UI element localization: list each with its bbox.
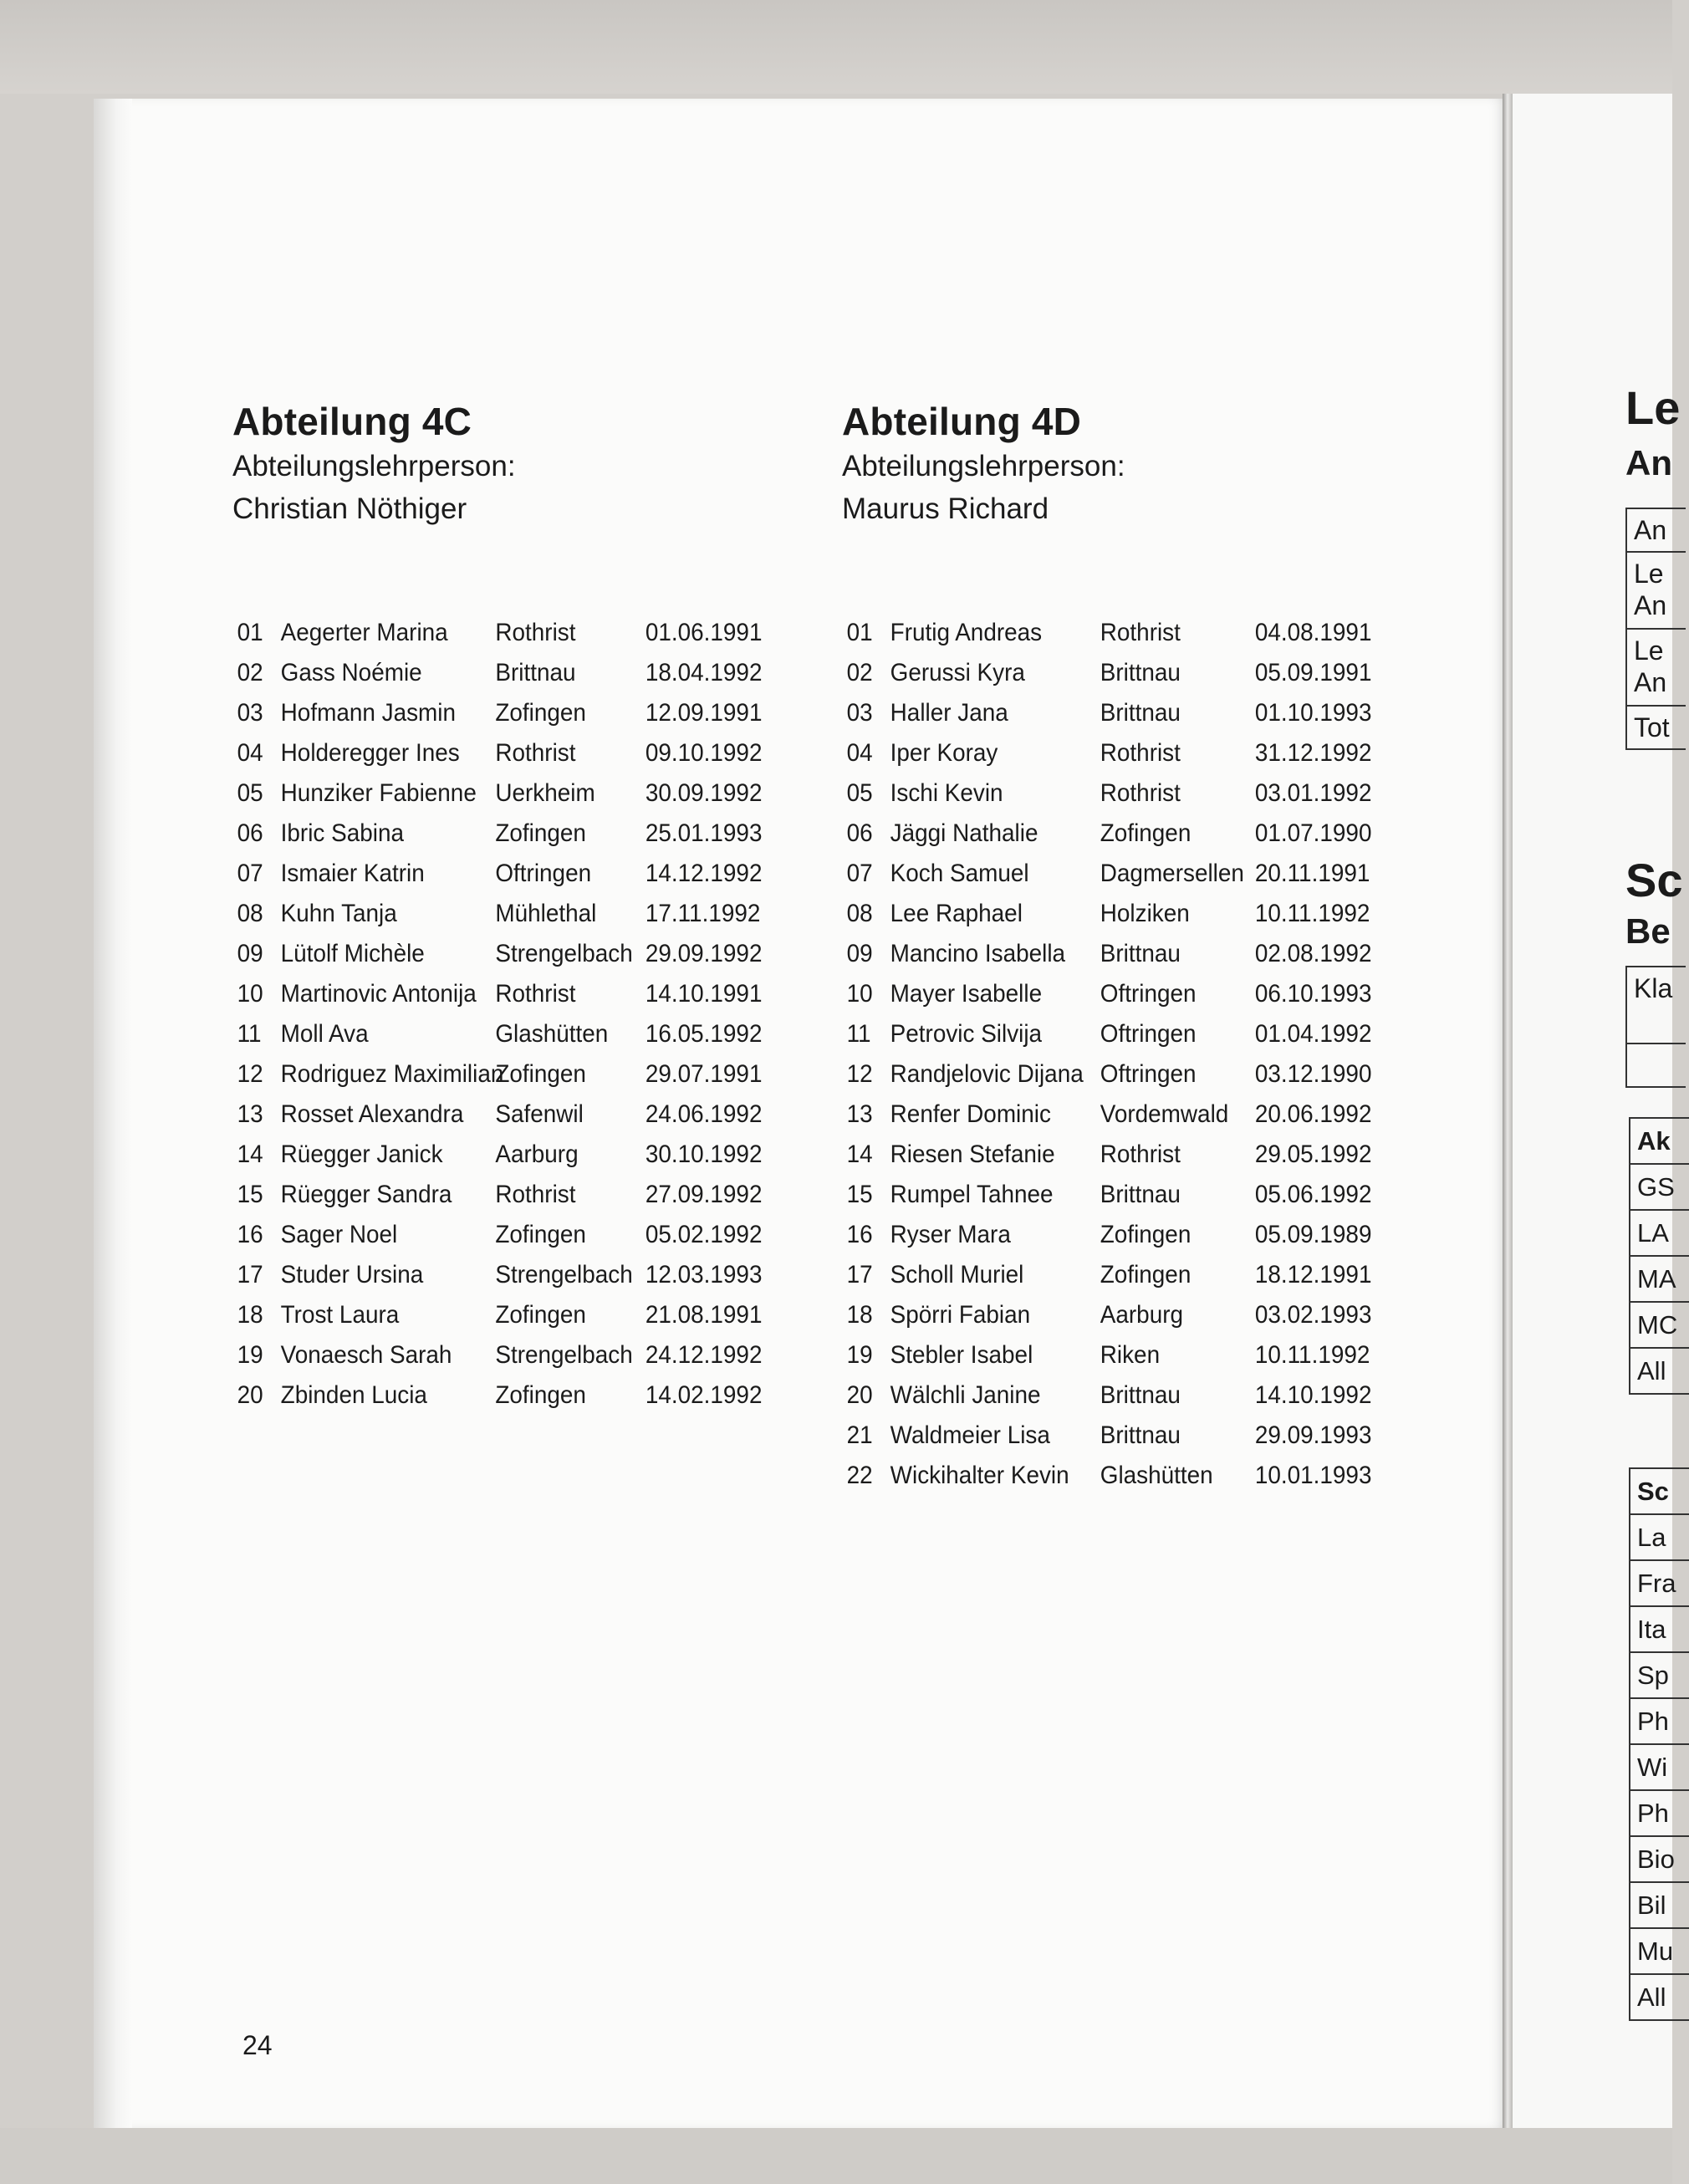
student-number: 13 <box>237 1100 263 1128</box>
student-birthdate: 12.03.1993 <box>645 1261 763 1288</box>
student-name: Rüegger Sandra <box>280 1181 452 1208</box>
student-place: Strengelbach <box>495 1341 633 1369</box>
student-number: 18 <box>237 1301 263 1329</box>
student-row <box>232 773 761 814</box>
student-number: 10 <box>237 980 263 1008</box>
student-number: 04 <box>846 739 873 767</box>
right-page-table <box>1629 1117 1689 1395</box>
table-cell: Bio <box>1630 1837 1689 1883</box>
student-number: 13 <box>846 1100 873 1128</box>
student-place: Brittnau <box>1100 1421 1181 1449</box>
student-number: 17 <box>237 1261 263 1288</box>
student-place: Rothrist <box>495 619 576 646</box>
student-place: Zofingen <box>495 699 586 727</box>
student-place: Rothrist <box>495 739 576 767</box>
scan-background-bottom <box>0 2128 1672 2184</box>
student-birthdate: 10.01.1993 <box>1254 1462 1372 1489</box>
student-row <box>232 1054 761 1095</box>
student-name: Rodriguez Maximilian <box>280 1060 504 1088</box>
student-birthdate: 30.10.1992 <box>645 1140 763 1168</box>
student-place: Rothrist <box>1100 1140 1181 1168</box>
student-birthdate: 01.10.1993 <box>1254 699 1372 727</box>
student-birthdate: 20.11.1991 <box>1254 860 1370 887</box>
student-row <box>842 693 1370 733</box>
student-place: Rothrist <box>1100 779 1181 807</box>
student-name: Haller Jana <box>890 699 1008 727</box>
student-birthdate: 05.06.1992 <box>1254 1181 1372 1208</box>
table-cell: Sp <box>1630 1653 1689 1699</box>
student-row <box>232 1255 761 1295</box>
table-cell: Bil <box>1630 1883 1689 1929</box>
student-place: Zofingen <box>495 1381 586 1409</box>
student-name: Mayer Isabelle <box>890 980 1043 1008</box>
table-cell: Mu <box>1630 1929 1689 1975</box>
summary-row: Le An <box>1627 553 1686 630</box>
student-place: Zofingen <box>1100 819 1191 847</box>
student-row <box>232 653 761 693</box>
student-number: 02 <box>237 659 263 686</box>
student-birthdate: 14.10.1991 <box>645 980 763 1008</box>
student-name: Renfer Dominic <box>890 1100 1051 1128</box>
student-number: 11 <box>846 1020 871 1048</box>
student-name: Kuhn Tanja <box>280 900 397 927</box>
student-name: Petrovic Silvija <box>890 1020 1043 1048</box>
student-birthdate: 10.11.1992 <box>1254 1341 1370 1369</box>
student-birthdate: 01.07.1990 <box>1254 819 1372 847</box>
student-row <box>842 854 1370 894</box>
class-box-row: Kla <box>1627 967 1686 1044</box>
student-name: Rumpel Tahnee <box>890 1181 1054 1208</box>
student-row <box>842 894 1370 934</box>
student-row <box>232 1095 761 1135</box>
class-4d-header <box>842 398 1125 530</box>
student-row <box>842 773 1370 814</box>
student-number: 17 <box>846 1261 873 1288</box>
student-row <box>842 733 1370 773</box>
student-row <box>842 934 1370 974</box>
student-name: Studer Ursina <box>280 1261 424 1288</box>
student-name: Wickihalter Kevin <box>890 1462 1069 1489</box>
student-place: Aarburg <box>495 1140 579 1168</box>
student-place: Brittnau <box>1100 699 1181 727</box>
class-title: Abteilung 4D <box>842 400 1082 443</box>
student-number: 10 <box>846 980 873 1008</box>
book-spine <box>1503 94 1513 2132</box>
student-birthdate: 30.09.1992 <box>645 779 763 807</box>
student-birthdate: 12.09.1991 <box>645 699 763 727</box>
student-row <box>842 1175 1370 1215</box>
page-number: 24 <box>242 2030 273 2060</box>
student-row <box>842 1295 1370 1335</box>
student-row <box>842 1014 1370 1054</box>
scan-background-top <box>0 0 1672 94</box>
student-place: Rothrist <box>495 980 576 1008</box>
student-name: Koch Samuel <box>890 860 1029 887</box>
student-number: 15 <box>237 1181 263 1208</box>
student-row <box>842 1456 1370 1496</box>
student-place: Safenwil <box>495 1100 584 1128</box>
student-place: Oftringen <box>1100 1060 1197 1088</box>
student-place: Zofingen <box>495 1301 586 1329</box>
student-name: Sager Noel <box>280 1221 398 1248</box>
class-title: Abteilung 4C <box>232 400 472 443</box>
student-place: Brittnau <box>1100 1181 1181 1208</box>
student-place: Oftringen <box>1100 1020 1197 1048</box>
student-number: 12 <box>846 1060 873 1088</box>
class-4c-header <box>232 398 516 530</box>
student-row <box>842 1335 1370 1375</box>
student-place: Zofingen <box>1100 1261 1191 1288</box>
table-cell: Fra <box>1630 1561 1689 1607</box>
student-number: 08 <box>237 900 263 927</box>
student-place: Brittnau <box>1100 659 1181 686</box>
student-number: 05 <box>237 779 263 807</box>
student-number: 21 <box>846 1421 873 1449</box>
table-cell: Ph <box>1630 1699 1689 1745</box>
student-birthdate: 03.02.1993 <box>1254 1301 1372 1329</box>
student-row <box>232 693 761 733</box>
student-name: Lütolf Michèle <box>280 940 425 967</box>
table-cell: All <box>1637 1982 1666 2012</box>
student-place: Holziken <box>1100 900 1190 927</box>
student-number: 19 <box>237 1341 263 1369</box>
student-place: Uerkheim <box>495 779 595 807</box>
student-row <box>842 1375 1370 1416</box>
student-place: Mühlethal <box>495 900 597 927</box>
right-page-table <box>1629 1467 1689 2021</box>
student-name: Ryser Mara <box>890 1221 1011 1248</box>
student-place: Strengelbach <box>495 940 633 967</box>
student-name: Frutig Andreas <box>890 619 1043 646</box>
student-name: Lee Raphael <box>890 900 1023 927</box>
student-place: Zofingen <box>1100 1221 1191 1248</box>
right-page-subheading: An <box>1625 443 1672 482</box>
summary-row: Le An <box>1627 630 1686 707</box>
student-name: Rüegger Janick <box>280 1140 443 1168</box>
student-birthdate: 01.04.1992 <box>1254 1020 1372 1048</box>
student-row <box>232 733 761 773</box>
student-name: Jäggi Nathalie <box>890 819 1038 847</box>
student-row <box>232 1014 761 1054</box>
student-row <box>232 1135 761 1175</box>
student-number: 14 <box>237 1140 263 1168</box>
student-name: Holderegger Ines <box>280 739 460 767</box>
student-birthdate: 14.12.1992 <box>645 860 763 887</box>
student-name: Ibric Sabina <box>280 819 405 847</box>
student-place: Glashütten <box>495 1020 609 1048</box>
student-place: Glashütten <box>1100 1462 1213 1489</box>
student-row <box>842 1215 1370 1255</box>
student-number: 09 <box>846 940 873 967</box>
student-place: Dagmersellen <box>1100 860 1244 887</box>
student-birthdate: 27.09.1992 <box>645 1181 763 1208</box>
student-number: 03 <box>237 699 263 727</box>
student-place: Zofingen <box>495 819 586 847</box>
student-name: Hunziker Fabienne <box>280 779 477 807</box>
student-place: Brittnau <box>1100 1381 1181 1409</box>
student-birthdate: 17.11.1992 <box>645 900 761 927</box>
student-place: Zofingen <box>495 1060 586 1088</box>
student-number: 20 <box>846 1381 873 1409</box>
student-number: 01 <box>237 619 263 646</box>
student-birthdate: 29.07.1991 <box>645 1060 763 1088</box>
student-birthdate: 05.02.1992 <box>645 1221 763 1248</box>
student-birthdate: 05.09.1991 <box>1254 659 1372 686</box>
student-row <box>842 613 1370 653</box>
student-name: Vonaesch Sarah <box>280 1341 452 1369</box>
student-birthdate: 29.09.1993 <box>1254 1421 1372 1449</box>
student-name: Scholl Muriel <box>890 1261 1024 1288</box>
student-name: Wälchli Janine <box>890 1381 1041 1409</box>
teacher-name: Christian Nöthiger <box>232 492 467 525</box>
student-birthdate: 03.01.1992 <box>1254 779 1372 807</box>
student-name: Gass Noémie <box>280 659 422 686</box>
student-name: Randjelovic Dijana <box>890 1060 1084 1088</box>
student-number: 07 <box>237 860 263 887</box>
student-row <box>232 1375 761 1416</box>
table-cell: Ita <box>1630 1607 1689 1653</box>
right-page-heading: Le <box>1625 381 1681 434</box>
student-place: Aarburg <box>1100 1301 1184 1329</box>
student-row <box>842 1095 1370 1135</box>
table-cell: All <box>1637 1356 1666 1385</box>
student-place: Brittnau <box>1100 940 1181 967</box>
right-page-class-box <box>1625 966 1686 1088</box>
student-name: Aegerter Marina <box>280 619 448 646</box>
student-row <box>842 653 1370 693</box>
student-row <box>842 814 1370 854</box>
student-name: Mancino Isabella <box>890 940 1066 967</box>
student-number: 09 <box>237 940 263 967</box>
student-place: Brittnau <box>495 659 576 686</box>
student-birthdate: 24.12.1992 <box>645 1341 763 1369</box>
student-number: 07 <box>846 860 873 887</box>
student-name: Trost Laura <box>280 1301 400 1329</box>
table-cell: La <box>1630 1515 1689 1561</box>
student-number: 14 <box>846 1140 873 1168</box>
student-birthdate: 29.05.1992 <box>1254 1140 1372 1168</box>
table-cell: Sc <box>1630 1469 1689 1515</box>
student-place: Oftringen <box>495 860 592 887</box>
student-birthdate: 01.06.1991 <box>645 619 763 646</box>
table-cell: Ak <box>1630 1119 1689 1165</box>
teacher-label: Abteilungslehrperson: <box>842 450 1125 482</box>
student-number: 18 <box>846 1301 873 1329</box>
student-birthdate: 18.12.1991 <box>1254 1261 1372 1288</box>
student-birthdate: 10.11.1992 <box>1254 900 1370 927</box>
student-row <box>232 894 761 934</box>
student-row <box>232 934 761 974</box>
student-row <box>842 974 1370 1014</box>
student-birthdate: 09.10.1992 <box>645 739 763 767</box>
student-name: Ismaier Katrin <box>280 860 425 887</box>
student-place: Oftringen <box>1100 980 1197 1008</box>
student-number: 20 <box>237 1381 263 1409</box>
student-birthdate: 24.06.1992 <box>645 1100 763 1128</box>
teacher-label: Abteilungslehrperson: <box>232 450 516 482</box>
student-place: Riken <box>1100 1341 1161 1369</box>
table-cell: MC <box>1630 1303 1689 1349</box>
student-birthdate: 02.08.1992 <box>1254 940 1372 967</box>
student-birthdate: 04.08.1991 <box>1254 619 1372 646</box>
student-row <box>232 1295 761 1335</box>
student-name: Ischi Kevin <box>890 779 1003 807</box>
table-cell: Wi <box>1630 1745 1689 1791</box>
student-number: 03 <box>846 699 873 727</box>
student-number: 06 <box>237 819 263 847</box>
class-4d-student-list <box>842 613 1411 1496</box>
teacher-name: Maurus Richard <box>842 492 1049 525</box>
student-row <box>232 613 761 653</box>
student-birthdate: 29.09.1992 <box>645 940 763 967</box>
student-birthdate: 21.08.1991 <box>645 1301 763 1329</box>
student-row <box>232 974 761 1014</box>
student-number: 19 <box>846 1341 873 1369</box>
student-name: Iper Koray <box>890 739 998 767</box>
student-number: 12 <box>237 1060 263 1088</box>
student-birthdate: 06.10.1993 <box>1254 980 1372 1008</box>
right-page-subheading: Be <box>1625 911 1671 951</box>
student-number: 05 <box>846 779 873 807</box>
student-name: Hofmann Jasmin <box>280 699 456 727</box>
student-birthdate: 25.01.1993 <box>645 819 763 847</box>
class-4c-student-list <box>232 613 801 1416</box>
student-name: Gerussi Kyra <box>890 659 1025 686</box>
student-row <box>842 1135 1370 1175</box>
student-row <box>232 1175 761 1215</box>
student-place: Rothrist <box>1100 619 1181 646</box>
student-place: Rothrist <box>495 1181 576 1208</box>
student-birthdate: 16.05.1992 <box>645 1020 763 1048</box>
student-number: 16 <box>237 1221 263 1248</box>
student-row <box>232 1215 761 1255</box>
student-number: 06 <box>846 819 873 847</box>
student-number: 22 <box>846 1462 873 1489</box>
student-name: Waldmeier Lisa <box>890 1421 1050 1449</box>
student-birthdate: 20.06.1992 <box>1254 1100 1372 1128</box>
student-row <box>842 1255 1370 1295</box>
student-row <box>842 1416 1370 1456</box>
student-number: 15 <box>846 1181 873 1208</box>
student-place: Zofingen <box>495 1221 586 1248</box>
student-number: 16 <box>846 1221 873 1248</box>
table-cell: LA <box>1630 1211 1689 1257</box>
student-number: 04 <box>237 739 263 767</box>
class-box-row <box>1627 1044 1686 1086</box>
student-name: Moll Ava <box>280 1020 369 1048</box>
student-number: 08 <box>846 900 873 927</box>
student-number: 01 <box>846 619 873 646</box>
student-name: Martinovic Antonija <box>280 980 477 1008</box>
student-row <box>232 1335 761 1375</box>
student-birthdate: 18.04.1992 <box>645 659 763 686</box>
student-place: Strengelbach <box>495 1261 633 1288</box>
table-cell: MA <box>1630 1257 1689 1303</box>
table-cell: Ph <box>1630 1791 1689 1837</box>
student-birthdate: 05.09.1989 <box>1254 1221 1372 1248</box>
student-birthdate: 03.12.1990 <box>1254 1060 1372 1088</box>
student-row <box>232 814 761 854</box>
student-row <box>232 854 761 894</box>
student-name: Riesen Stefanie <box>890 1140 1055 1168</box>
student-name: Zbinden Lucia <box>280 1381 427 1409</box>
table-cell: GS <box>1630 1165 1689 1211</box>
student-birthdate: 31.12.1992 <box>1254 739 1372 767</box>
student-name: Spörri Fabian <box>890 1301 1031 1329</box>
student-number: 02 <box>846 659 873 686</box>
summary-row: Tot <box>1634 712 1670 742</box>
summary-row: An <box>1627 509 1686 553</box>
student-place: Vordemwald <box>1100 1100 1229 1128</box>
student-birthdate: 14.10.1992 <box>1254 1381 1372 1409</box>
right-page-heading: Sc <box>1625 854 1683 906</box>
right-page-summary-box <box>1625 508 1686 750</box>
student-place: Rothrist <box>1100 739 1181 767</box>
student-name: Stebler Isabel <box>890 1341 1033 1369</box>
student-number: 11 <box>237 1020 262 1048</box>
student-name: Rosset Alexandra <box>280 1100 464 1128</box>
student-row <box>842 1054 1370 1095</box>
student-birthdate: 14.02.1992 <box>645 1381 763 1409</box>
